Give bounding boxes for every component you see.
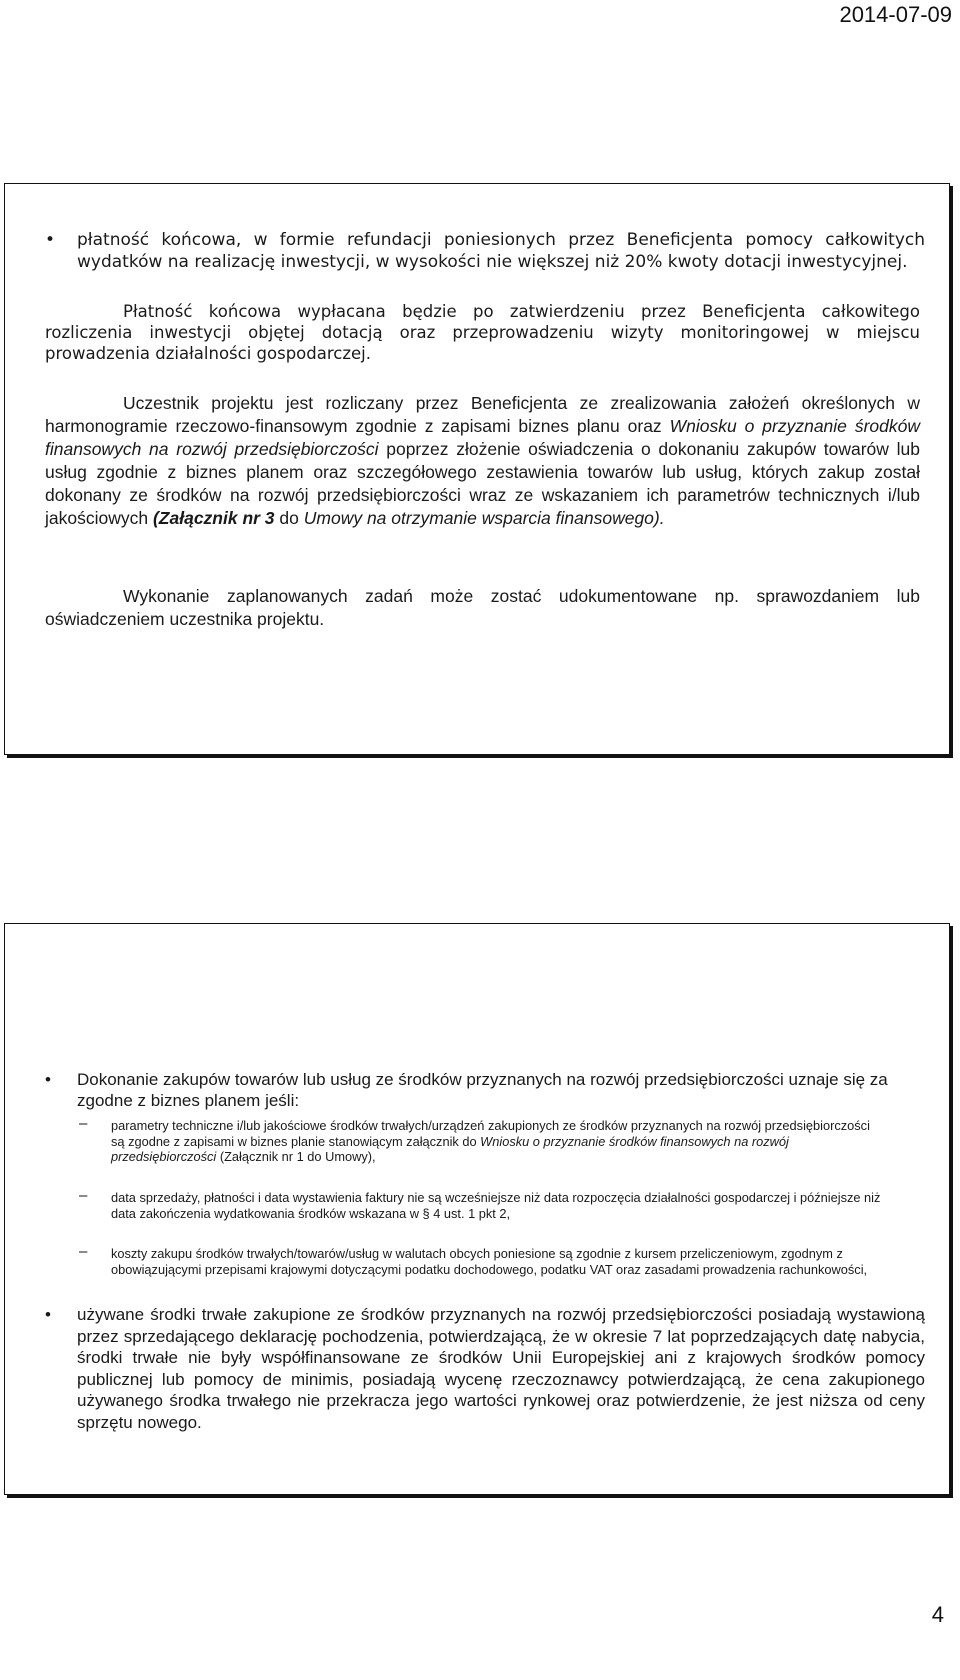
sub-item-text: koszty zakupu środków trwałych/towarów/usług w walutach obcych poniesione są zgodnie z kursem przeliczeniowym, zgodnym z obowiązującymi przepisami krajowymi dotyczącymi podatku dochodowego, podatku VAT oraz zasadami prowadzenia rachunkowości, — [111, 1246, 868, 1277]
bullet-text: używane środki trwałe zakupione ze środków przyznanych na rozwój przedsiębiorczości posiadają wystawioną przez sprzedającego deklarację pochodzenia, potwierdzającą, że w okresie 7 lat poprzedzających datę nabycia, środki trwałe nie były współfinansowane ze środków Unii Europejskiej ani z krajowych środków pomocy publicznej lub pomocy de minimis, posiadają wycenę rzeczoznawcy potwierdzającą, że cena zakupionego używanego środka trwałego nie przekracza jego wartości rynkowej oraz potwierdzenie, że jest niższa od ceny sprzętu nowego. — [77, 1305, 925, 1432]
bullet-item — [45, 1069, 925, 1111]
bullet-text: Dokonanie zakupów towarów lub usług ze środków przyznanych na rozwój przedsiębiorczości uznaje się za zgodne z biznes planem jeśli: — [77, 1070, 888, 1110]
sub-item-text: data sprzedaży, płatności i data wystawienia faktury nie są wcześniejsze niż data rozpoczęcia działalności gospodarczej i późniejsze niż data zakończenia wydatkowania środków wskazana w § 4 ust. 1 pkt 2, — [111, 1190, 881, 1221]
text-span: Uczestnik projektu jest rozliczany przez Beneficjenta ze zrealizowania założeń określonych w harmonogramie rzeczowo-finansowym zgodnie z zapisami biznes planu oraz — [45, 393, 920, 436]
text-span: poprzez złożenie oświadczenia o dokonaniu zakupów towarów lub usług zgodnie z biznes planem oraz szczegółowego zestawienia towarów lub usług, których zakup został dokonany ze środków na rozwój przedsiębiorczości wraz ze wskazaniem ich parametrów technicznych i/lub jakościowych — [45, 439, 920, 528]
text-span: (Załącznik nr 1 do Umowy), — [216, 1149, 376, 1164]
bullet-item — [45, 229, 925, 273]
page-number: 4 — [931, 1602, 944, 1627]
dash-bullet-icon: – — [79, 1115, 88, 1132]
sub-item-text — [111, 1118, 925, 1165]
bullet-text: płatność końcowa, w formie refundacji poniesionych przez Beneficjenta pomocy całkowitych wydatków na realizację inwestycji, w wysokości nie większej niż 20% kwoty dotacji inwestycyjnej. — [77, 230, 925, 272]
dash-bullet-icon: – — [79, 1243, 88, 1260]
italic-span: Wniosku o przyznanie środków finansowych na rozwój przedsiębiorczości — [45, 416, 920, 459]
bullet-dot-icon: • — [45, 1305, 51, 1324]
bullet-dot-icon: • — [45, 230, 56, 250]
paragraph-final-payment: Płatność końcowa wypłacana będzie po zatwierdzeniu przez Beneficjenta całkowitego rozliczenia inwestycji objętej dotacją oraz przeprowadzeniu wizyty monitoringowej w miejscu prowadzenia działalności gospodarczej. — [45, 302, 920, 363]
italic-span: Umowy na otrzymanie wsparcia finansowego). — [303, 508, 665, 528]
paragraph-documentation: Wykonanie zaplanowanych zadań może zostać udokumentowane np. sprawozdaniem lub oświadczeniem uczestnika projektu. — [45, 586, 920, 629]
slide-1 — [4, 183, 950, 755]
sub-list-item — [45, 1115, 925, 1165]
text-span: parametry techniczne i/lub jakościowe środków trwałych/urządzeń zakupionych ze środków przyznanych na rozwój przedsiębiorczości są zgodne z zapisami w biznes planie stanowiącym załącznik do — [111, 1118, 870, 1149]
bullet-item — [45, 1304, 925, 1433]
slide-2 — [4, 923, 950, 1495]
paragraph-settlement — [45, 392, 920, 530]
italic-span: Wniosku o przyznanie środków finansowych na rozwój przedsiębiorczości — [111, 1133, 789, 1164]
sub-list-item — [45, 1243, 925, 1277]
bullet-dot-icon: • — [45, 1070, 51, 1089]
sub-list-item — [45, 1187, 925, 1221]
dash-bullet-icon: – — [79, 1187, 88, 1204]
document-date: 2014-07-09 — [839, 2, 952, 27]
bold-italic-span: (Załącznik nr 3 — [152, 508, 275, 528]
text-span: do — [274, 508, 304, 528]
